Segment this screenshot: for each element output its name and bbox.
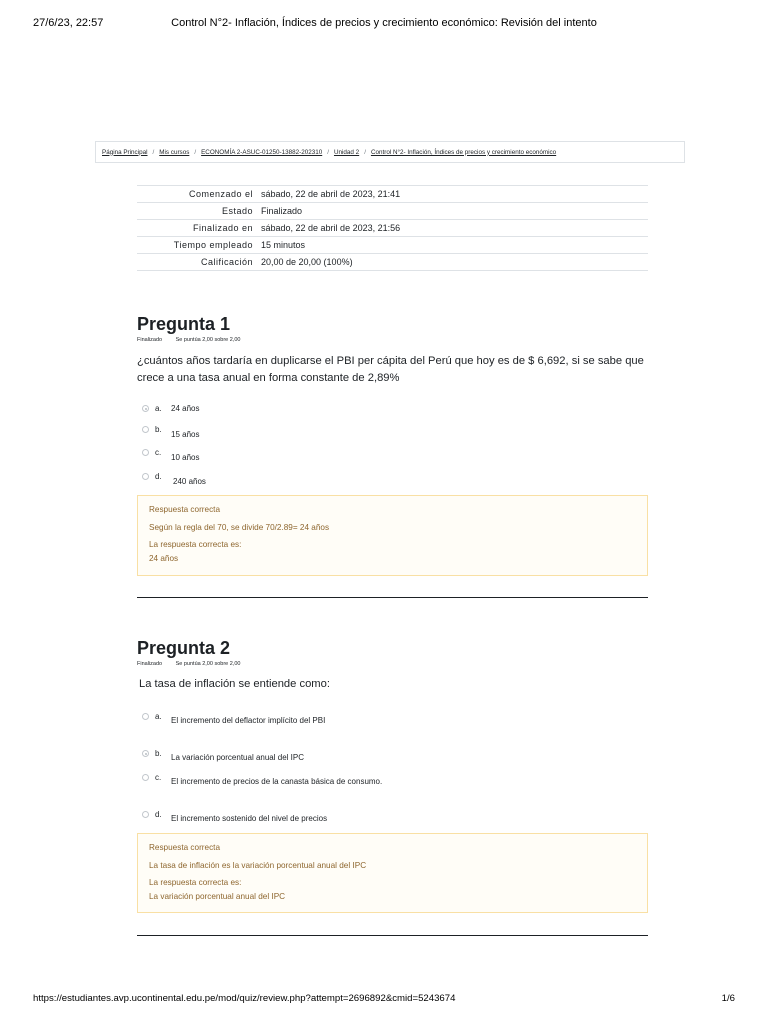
answer-letter: b. <box>155 749 162 758</box>
question-info <box>137 661 648 667</box>
answer-text: 240 años <box>173 477 206 486</box>
answer-letter: a. <box>155 712 162 721</box>
breadcrumb-quiz-link[interactable]: Control N°2- Inflación, Índices de precios y crecimiento económico <box>370 148 557 156</box>
summary-row-grade <box>137 254 648 271</box>
summary-value: 20,00 de 20,00 (100%) <box>257 254 648 271</box>
attempt-summary-table <box>137 185 648 271</box>
correct-answer-label: La respuesta correcta es: <box>149 540 242 549</box>
answer-text: 24 años <box>171 404 200 413</box>
feedback-box <box>137 495 648 576</box>
question-text: La tasa de inflación se entiende como: <box>139 678 330 690</box>
summary-row-state <box>137 203 648 220</box>
question-2 <box>137 637 648 915</box>
summary-row-time-taken <box>137 237 648 254</box>
question-state: Finalizado <box>137 661 163 667</box>
breadcrumb <box>95 141 685 163</box>
feedback-status: Respuesta correcta <box>149 843 220 852</box>
answer-letter: b. <box>155 425 162 434</box>
answer-letter: d. <box>155 810 162 819</box>
feedback-explanation: La tasa de inflación es la variación porcentual anual del IPC <box>149 861 367 870</box>
radio-button[interactable] <box>142 750 149 757</box>
print-page-number: 1/6 <box>721 993 735 1004</box>
answer-letter: d. <box>155 472 162 481</box>
summary-label: Calificación <box>137 254 257 271</box>
breadcrumb-separator: / <box>152 148 155 156</box>
summary-label: Comenzado el <box>137 186 257 203</box>
feedback-explanation: Según la regla del 70, se divide 70/2.89= 24 años <box>149 523 330 532</box>
answer-letter: c. <box>155 773 162 782</box>
question-grade: Se puntúa 2,00 sobre 2,00 <box>175 661 241 667</box>
summary-row-finished <box>137 220 648 237</box>
answer-letter: a. <box>155 404 162 413</box>
answer-text: La variación porcentual anual del IPC <box>171 753 304 762</box>
summary-value: 15 minutos <box>257 237 648 254</box>
breadcrumb-separator: / <box>327 148 329 156</box>
summary-label: Tiempo empleado <box>137 237 257 254</box>
breadcrumb-my-courses-link[interactable]: Mis cursos <box>159 148 190 156</box>
question-grade: Se puntúa 2,00 sobre 2,00 <box>175 337 241 343</box>
summary-label: Estado <box>137 203 257 220</box>
radio-button[interactable] <box>142 473 149 480</box>
summary-row-started <box>137 186 648 203</box>
question-divider <box>137 597 648 598</box>
answer-text: 10 años <box>171 453 200 462</box>
correct-answer-label: La respuesta correcta es: <box>149 878 242 887</box>
summary-label: Finalizado en <box>137 220 257 237</box>
print-title: Control N°2- Inflación, Índices de precios y crecimiento económico: Revisión del intento <box>171 17 597 29</box>
answer-text: El incremento de precios de la canasta básica de consumo. <box>171 777 383 786</box>
radio-button[interactable] <box>142 405 149 412</box>
radio-button[interactable] <box>142 713 149 720</box>
correct-answer: La variación porcentual anual del IPC <box>149 892 286 901</box>
feedback-status: Respuesta correcta <box>149 505 220 514</box>
summary-value: Finalizado <box>257 203 648 220</box>
question-text: ¿cuántos años tardaría en duplicarse el PBI per cápita del Perú que hoy es de $ 6,692, si se sabe que crece a una tasa anual en forma constante de 2,89% <box>137 355 644 384</box>
print-datetime: 27/6/23, 22:57 <box>33 17 104 29</box>
print-footer <box>0 993 768 1007</box>
question-info <box>137 337 648 343</box>
question-divider <box>137 935 648 936</box>
breadcrumb-unit-link[interactable]: Unidad 2 <box>333 148 360 156</box>
question-1 <box>137 313 648 575</box>
radio-button[interactable] <box>142 774 149 781</box>
breadcrumb-course-link[interactable]: ECONOMÍA 2-ASUC-01250-13882-202310 <box>201 148 323 156</box>
breadcrumb-separator: / <box>364 148 366 156</box>
question-title: Pregunta 1 <box>137 314 231 334</box>
breadcrumb-separator: / <box>194 148 197 156</box>
question-title: Pregunta 2 <box>137 638 231 658</box>
print-url: https://estudiantes.avp.ucontinental.edu.pe/mod/quiz/review.php?attempt=2696892&cmid=5243674 <box>33 993 456 1004</box>
answer-text: El incremento sostenido del nivel de precios <box>171 814 328 823</box>
correct-answer: 24 años <box>149 554 179 563</box>
breadcrumb-home-link[interactable]: Página Principal <box>102 148 148 156</box>
answer-text: 15 años <box>171 430 200 439</box>
summary-value: sábado, 22 de abril de 2023, 21:56 <box>257 220 648 237</box>
radio-button[interactable] <box>142 449 149 456</box>
radio-button[interactable] <box>142 811 149 818</box>
radio-button[interactable] <box>142 426 149 433</box>
print-header <box>0 17 768 31</box>
summary-value: sábado, 22 de abril de 2023, 21:41 <box>257 186 648 203</box>
answer-text: El incremento del deflactor implícito del PBI <box>171 716 326 725</box>
answer-letter: c. <box>155 448 162 457</box>
question-state: Finalizado <box>137 337 163 343</box>
feedback-box <box>137 833 648 913</box>
